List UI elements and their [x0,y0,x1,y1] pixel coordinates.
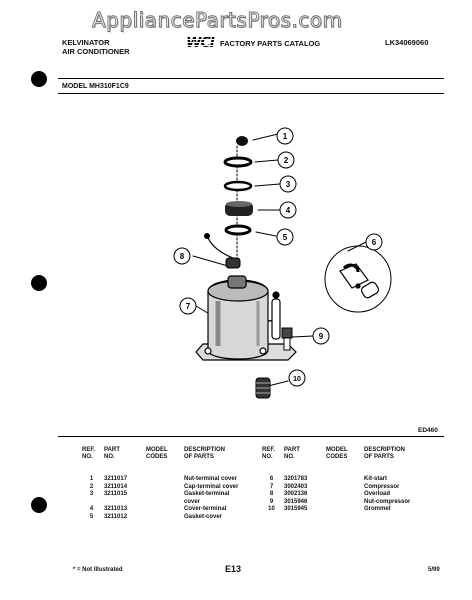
callout-4-label: 4 [285,206,291,215]
table-row: 5 3211012 Gasket-cover [89,513,223,520]
header-desc: DESCRIPTION OF PARTS [364,447,406,460]
page-number: E13 [225,564,242,574]
leader-9 [292,336,313,337]
header-part: PART NO. [104,447,120,460]
nut-terminal-cover [236,136,248,146]
header-desc: DESCRIPTION OF PARTS [184,447,226,460]
leader-2 [255,160,278,162]
nut-compressor [282,328,292,350]
brand-name: KELVINATOR [62,38,110,47]
table-row: 1 3211017 Nut-terminal cover [89,476,238,482]
table-row: 2 3211014 Cap-terminal cover [89,483,239,490]
diagram-code: ED460 [418,427,438,434]
start-kit [340,264,380,299]
callout-10-label: 10 [293,376,301,383]
callout-1-label: 1 [282,132,288,141]
binder-hole-middle [31,275,47,291]
document-code: LK34069060 [385,38,429,47]
callout-2-label: 2 [283,156,289,165]
overload [205,234,241,269]
cover-terminal [225,201,253,216]
leader-3 [255,184,280,186]
compressor [196,276,296,360]
callout-6-label: 6 [371,238,377,247]
parts-table-right [262,447,413,514]
divider-top [58,78,444,79]
watermark: AppliancePartsPros.com [92,8,343,32]
leader-8 [193,256,228,266]
divider-table [58,436,444,437]
wci-logo: WCI [186,35,214,51]
parts-table-left [82,447,241,522]
header-ref: REF. NO. [82,447,96,460]
brand-product: AIR CONDITIONER [62,47,130,56]
catalog-header [186,35,320,51]
table-row: 8 3002136 Overload [269,491,391,498]
table-row: 6 3201783 Kit-start [269,476,388,482]
binder-hole-bottom [31,497,47,513]
header-ref: REF. NO. [262,447,276,460]
header-part: PART NO. [284,447,300,460]
table-header-row [82,447,241,461]
grommet [256,378,270,398]
leader-10 [268,381,288,386]
table-row: 3 3211015 Gasket-terminal [89,491,230,498]
table-row: 4 3211013 Cover-terminal [89,506,227,513]
date-code: 5/99 [428,567,440,573]
callout-7-label: 7 [185,302,191,311]
cap-terminal-cover [225,158,251,166]
divider-model [58,93,444,94]
header-codes: MODEL CODES [326,447,348,460]
brand-block [62,38,130,56]
table-header-row [262,447,413,461]
model-number: MODEL MH310F1C9 [62,83,129,90]
binder-hole-top [31,71,47,87]
callout-8-label: 8 [179,252,185,261]
gasket-terminal-cover [225,182,251,190]
footer-note: * = Not Illustrated [73,567,123,573]
gasket-cover [226,226,250,234]
catalog-title: FACTORY PARTS CATALOG [219,38,321,48]
table-row: 10 3015945 Grommet [268,506,391,513]
table-row: cover [184,498,201,505]
table-row: 9 3015946 Nut-compressor [269,498,411,505]
leader-5 [256,232,276,236]
callout-5-label: 5 [282,233,288,242]
header-codes: MODEL CODES [146,447,168,460]
callout-3-label: 3 [285,180,291,189]
callout-9-label: 9 [318,332,324,341]
exploded-parts-diagram [58,96,444,430]
table-row: 7 3002403 Compressor [269,483,400,490]
leader-1 [253,134,278,140]
